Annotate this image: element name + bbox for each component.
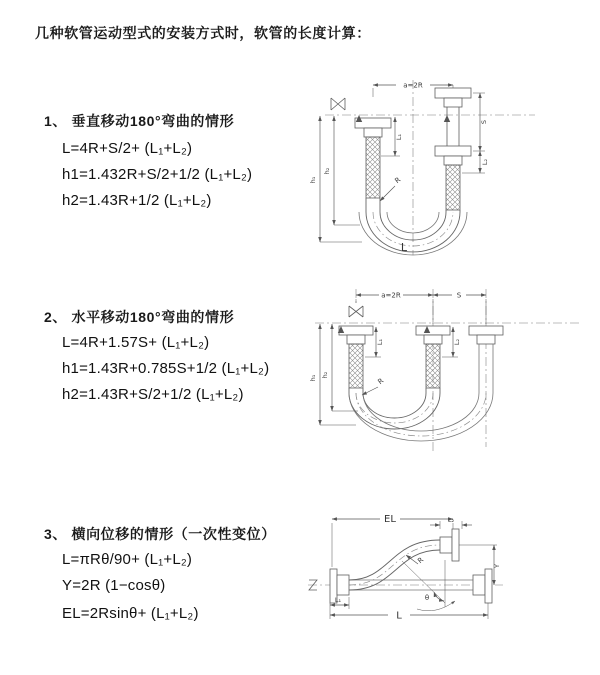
dim-a2r-label: a=2R (403, 81, 423, 90)
valve-icon (331, 98, 345, 110)
dimension-l2 (430, 516, 472, 529)
dim-y-label: Y (493, 564, 501, 568)
braided-hose-section (349, 344, 363, 388)
right-hose-fitting (435, 88, 471, 210)
braided-hose-section (366, 137, 380, 198)
hose-u-bend-shifted (349, 344, 493, 441)
angle-label: θ (424, 594, 430, 602)
radius-leader (362, 377, 385, 395)
section-3-heading: 3、 横向位移的情形（一次性变位） (44, 526, 276, 542)
dim-h1-label: h₁ (309, 176, 317, 184)
dimension-l2 (480, 151, 489, 173)
length-label: L (400, 241, 408, 254)
dim-l2-label: L₂ (447, 516, 455, 524)
braided-hose-section (426, 344, 440, 388)
braided-hose-section (446, 165, 460, 210)
section-1-formula-h2: h2=1.43R+1/2 (L₁+L₂) (62, 192, 212, 209)
dimension-a2r (356, 292, 433, 300)
radius-label: R (376, 376, 386, 387)
radius-label: R (393, 175, 403, 186)
diagram-horizontal-180-bend (300, 283, 595, 478)
section-3-formula-EL: EL=2Rsinθ+ (L₁+L₂) (62, 605, 199, 622)
section-2-formula-h1: h1=1.43R+0.785S+1/2 (L₁+L₂) (62, 360, 270, 377)
angle-construction (402, 560, 455, 611)
length-label: L (396, 610, 402, 622)
section-2-formula-L: L=4R+1.57S+ (L₁+L₂) (62, 334, 210, 351)
diagram-vertical-180-bend (300, 72, 555, 267)
hose-s-curve (349, 540, 440, 590)
shifted-hose-fitting (469, 326, 503, 344)
dim-s-label: S (456, 291, 462, 300)
centerlines (325, 80, 535, 255)
radius-label: R (416, 555, 426, 566)
dim-h1-label: h₁ (309, 374, 317, 382)
dim-l1-label: L₁ (395, 133, 403, 141)
section-1-formula-L: L=4R+S/2+ (L₁+L₂) (62, 140, 193, 157)
dimension-s (356, 292, 486, 325)
dim-h2-label: h₂ (323, 167, 331, 175)
upper-flange-fitting (440, 529, 459, 561)
dimension-h1 (309, 116, 362, 242)
dim-a2r-label: a=2R (381, 291, 401, 300)
dim-l1-label: L₁ (334, 596, 342, 604)
diagram-lateral-displacement (298, 503, 598, 656)
dim-s-label: S (480, 119, 488, 125)
dim-l1-label: L₁ (376, 338, 384, 346)
valve-icon (349, 306, 363, 317)
page-title: 几种软管运动型式的安装方式时，软管的长度计算： (35, 25, 371, 41)
left-hose-fitting (355, 118, 391, 198)
radius-leader (406, 555, 425, 565)
section-3-formula-L: L=πRθ/90+ (L₁+L₂) (62, 551, 193, 568)
dim-el-label: EL (384, 514, 396, 525)
section-2-heading: 2、 水平移动180°弯曲的情形 (44, 309, 235, 325)
section-3-formula-Y: Y=2R (1−cosθ) (62, 577, 166, 594)
section-1-heading: 1、 垂直移动180°弯曲的情形 (44, 113, 235, 129)
dim-l2-label: L₂ (481, 158, 489, 166)
lower-right-flange-fitting (473, 569, 492, 603)
section-1-formula-h1: h1=1.432R+S/2+1/2 (L₁+L₂) (62, 166, 253, 183)
datum-arrow (444, 115, 450, 122)
radius-leader (380, 176, 402, 201)
dimension-h2 (323, 116, 360, 225)
dim-l2-label: L₂ (453, 338, 461, 346)
section-2-formula-h2: h2=1.43R+S/2+1/2 (L₁+L₂) (62, 386, 244, 403)
dim-h2-label: h₂ (321, 371, 329, 379)
dimension-l (330, 603, 488, 622)
